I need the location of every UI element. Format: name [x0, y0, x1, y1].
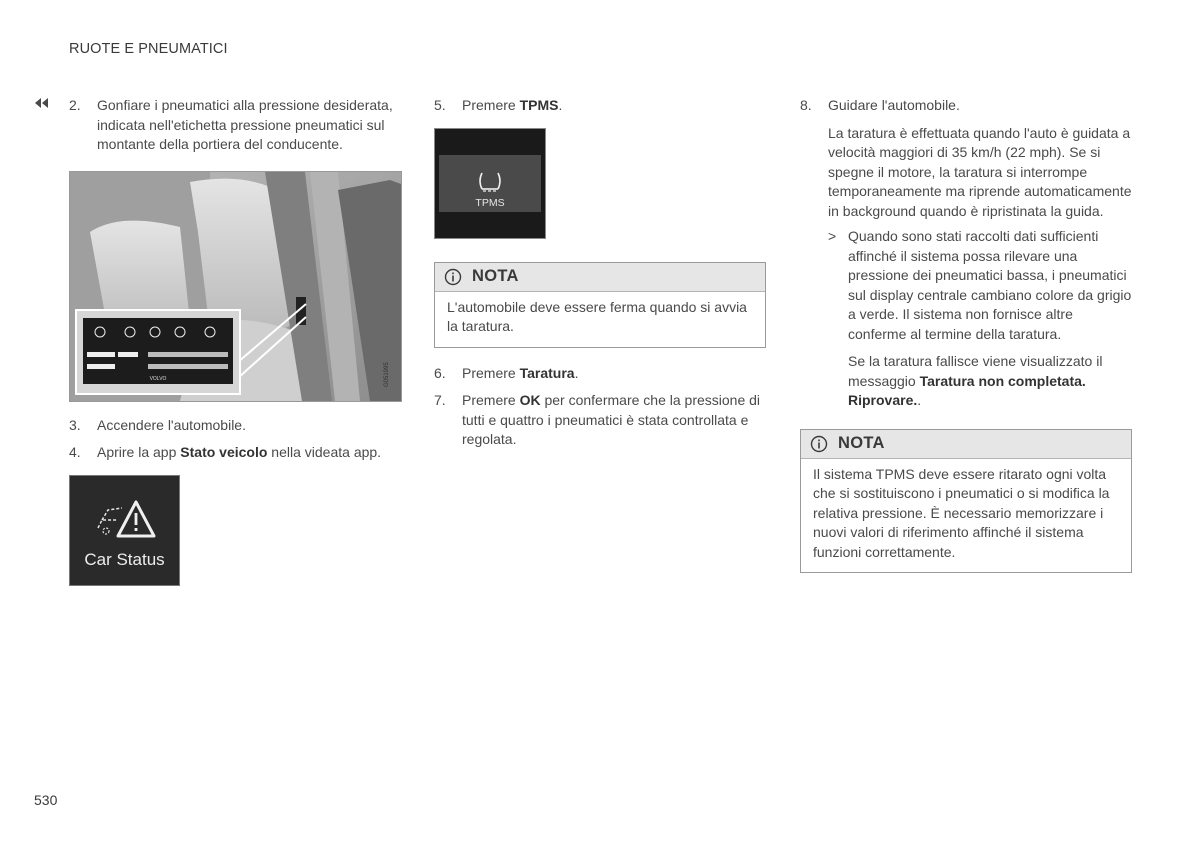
step-text: Premere Taratura.: [462, 364, 579, 381]
tpms-button-face[interactable]: [439, 155, 541, 212]
step-text: Premere OK per confermare che la pressione di tutti e quattro i pneumatici è stata controllata e regolata.: [462, 392, 761, 447]
error-message: Taratura non completata. Riprovare.: [848, 372, 1086, 408]
result-marker: >: [828, 228, 837, 244]
page-number: 530: [34, 792, 58, 808]
door-pillar-illustration: [70, 172, 401, 401]
step-number: 3.: [69, 416, 81, 433]
note-header: [435, 263, 765, 292]
calibration-paragraph: La taratura è effettuata quando l'auto è guidata a velocità maggiori di 35 km/h (22 mph). Se si spegne il motore, la taratura si interrompe temporaneamente ma riprende automaticamente in background quando è ripristinata la guida.: [828, 124, 1132, 219]
column-left: [69, 96, 401, 586]
column-right: [800, 96, 1132, 573]
result-item: [800, 227, 1132, 344]
step-number: 2.: [69, 97, 81, 113]
car-warning-icon: [96, 498, 156, 542]
door-pillar-photo: [69, 171, 402, 402]
back-double-arrow-icon[interactable]: [34, 96, 50, 110]
info-icon: [444, 268, 462, 286]
step-6: [434, 364, 766, 384]
step-text: Premere TPMS.: [462, 97, 563, 113]
step-text: Guidare l'automobile.: [828, 97, 960, 113]
step-4: [69, 443, 401, 463]
step-number: 6.: [434, 364, 446, 381]
step-number: 7.: [434, 392, 446, 408]
note-box: [434, 262, 766, 348]
step-3: [69, 416, 401, 436]
car-status-label: Car Status: [84, 549, 165, 569]
tpms-button-tile[interactable]: [434, 128, 546, 239]
tpms-tire-icon: [477, 171, 503, 193]
note-title: NOTA: [472, 266, 519, 285]
note-text: Il sistema TPMS deve essere ritarato ogni volta che si sostituiscono i pneumatici o si modifica la relativa pressione. È necessario memorizzare i nuovi valori di riferimento affinché il sistema funzioni correttamente.: [813, 465, 1110, 560]
result-text: Quando sono stati raccolti dati sufficienti affinché il sistema possa rilevare una pressione dei pneumatici bassa, i pneumatici sul display centrale cambiano colore da grigio a verde. Il sistema non fornisce altre conferme al termine della taratura.: [848, 228, 1132, 342]
info-icon: [810, 435, 828, 453]
step-text: Gonfiare i pneumatici alla pressione desiderata, indicata nell'etichetta pressione pneumatici sul montante della portiera del conducente.: [97, 97, 393, 152]
step-7: [434, 391, 766, 450]
step-number: 5.: [434, 97, 446, 113]
step-5: [434, 96, 766, 116]
step-2: [69, 96, 401, 155]
note-text: L'automobile deve essere ferma quando si avvia la taratura.: [447, 298, 747, 334]
button-name: Taratura: [519, 364, 575, 381]
button-name: TPMS: [519, 97, 559, 113]
image-code: G051995: [384, 361, 390, 387]
failure-paragraph: Se la taratura fallisce viene visualizzato il messaggio Taratura non completata. Riprovare..: [848, 353, 1103, 408]
step-8: [800, 96, 1132, 116]
step-text: Aprire la app Stato veicolo nella videata app.: [97, 444, 382, 460]
step-number: 8.: [800, 97, 812, 113]
note-header: [801, 430, 1131, 459]
column-middle: [434, 96, 766, 458]
car-status-app-tile[interactable]: [69, 475, 180, 586]
app-name: Stato veicolo: [180, 444, 268, 460]
step-text: Accendere l'automobile.: [97, 416, 246, 433]
label-brand: VOLVO: [149, 375, 167, 382]
note-title: NOTA: [838, 433, 885, 452]
button-name: OK: [519, 392, 541, 408]
section-header: RUOTE E PNEUMATICI: [69, 41, 228, 57]
note-box: [800, 429, 1132, 574]
tpms-label: TPMS: [475, 196, 505, 209]
step-number: 4.: [69, 444, 81, 460]
